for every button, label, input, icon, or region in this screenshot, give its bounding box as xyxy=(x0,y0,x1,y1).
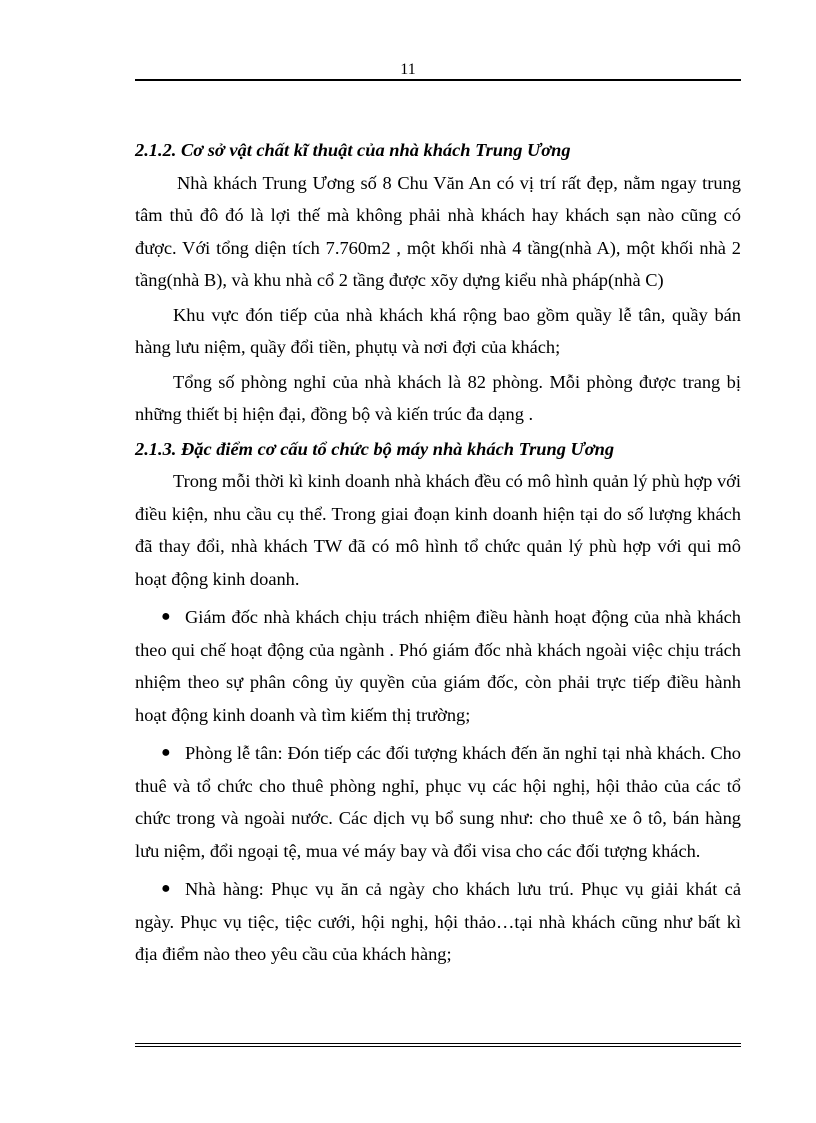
bullet-text: Phòng lễ tân: Đón tiếp các đối tượng khách đến ăn nghỉ tại nhà khách. Cho thuê và tổ chức cho thuê phòng nghỉ, phục vụ các hội nghị, hội thảo của các tổ chức trong và ngoài nước. Các dịch vụ bổ sung như: cho thuê xe ô tô, bán hàng lưu niệm, đổi ngoại tệ, mua vé máy bay và đổi visa cho các đối tượng khách. xyxy=(135,743,741,861)
paragraph: Tổng số phòng nghỉ của nhà khách là 82 phòng. Mỗi phòng được trang bị những thiết bị hiện đại, đồng bộ và kiến trúc đa dạng . xyxy=(135,371,741,424)
bullet-item xyxy=(135,737,741,867)
footer-double-rule xyxy=(135,1043,741,1047)
section-heading-2-1-3: 2.1.3. Đặc điểm cơ cấu tổ chức bộ máy nhà khách Trung Ương xyxy=(135,438,615,459)
page-number: 11 xyxy=(400,61,416,78)
bullet-text: Giám đốc nhà khách chịu trách nhiệm điều hành hoạt động của nhà khách theo qui chế hoạt động của ngành . Phó giám đốc nhà khách ngoài việc chịu trách nhiệm theo sự phân công ủy quyền của giám đốc, còn phải trực tiếp điều hành hoạt động kinh doanh và tìm kiếm thị trường; xyxy=(135,607,741,725)
header-rule xyxy=(135,79,741,81)
paragraph: Nhà khách Trung Ương số 8 Chu Văn An có vị trí rất đẹp, nằm ngay trung tâm thủ đô đó là lợi thế mà không phải nhà khách hay khách sạn nào cũng có được. Với tổng diện tích 7.760m2 , một khối nhà 4 tầng(nhà A), một khối nhà 2 tầng(nhà B), và khu nhà cổ 2 tầng được xõy dựng kiểu nhà pháp(nhà C) xyxy=(135,172,741,290)
bullet-item xyxy=(135,601,741,731)
paragraph: Trong mỗi thời kì kinh doanh nhà khách đều có mô hình quản lý phù hợp với điều kiện, nhu cầu cụ thể. Trong giai đoạn kinh doanh hiện tại do số lượng khách đã thay đổi, nhà khách TW đã có mô hình tổ chức quản lý phù hợp với qui mô hoạt động kinh doanh. xyxy=(135,471,741,589)
bullet-icon: ● xyxy=(161,744,171,761)
bullet-icon: ● xyxy=(161,608,171,625)
paragraph: Khu vực đón tiếp của nhà khách khá rộng bao gồm quầy lễ tân, quầy bán hàng lưu niệm, quầy đổi tiền, phụtụ và nơi đợi của khách; xyxy=(135,304,741,357)
section-heading-2-1-2: 2.1.2. Cơ sở vật chất kĩ thuật của nhà khách Trung Ương xyxy=(135,140,571,160)
bullet-item xyxy=(135,873,741,971)
document-body xyxy=(135,134,741,977)
bullet-icon: ● xyxy=(161,880,171,897)
bullet-text: Nhà hàng: Phục vụ ăn cả ngày cho khách lưu trú. Phục vụ giải khát cả ngày. Phục vụ tiệc, tiệc cưới, hội nghị, hội thảo…tại nhà khách cũng như bất kì địa điểm nào theo yêu cầu của khách hàng; xyxy=(135,879,741,964)
